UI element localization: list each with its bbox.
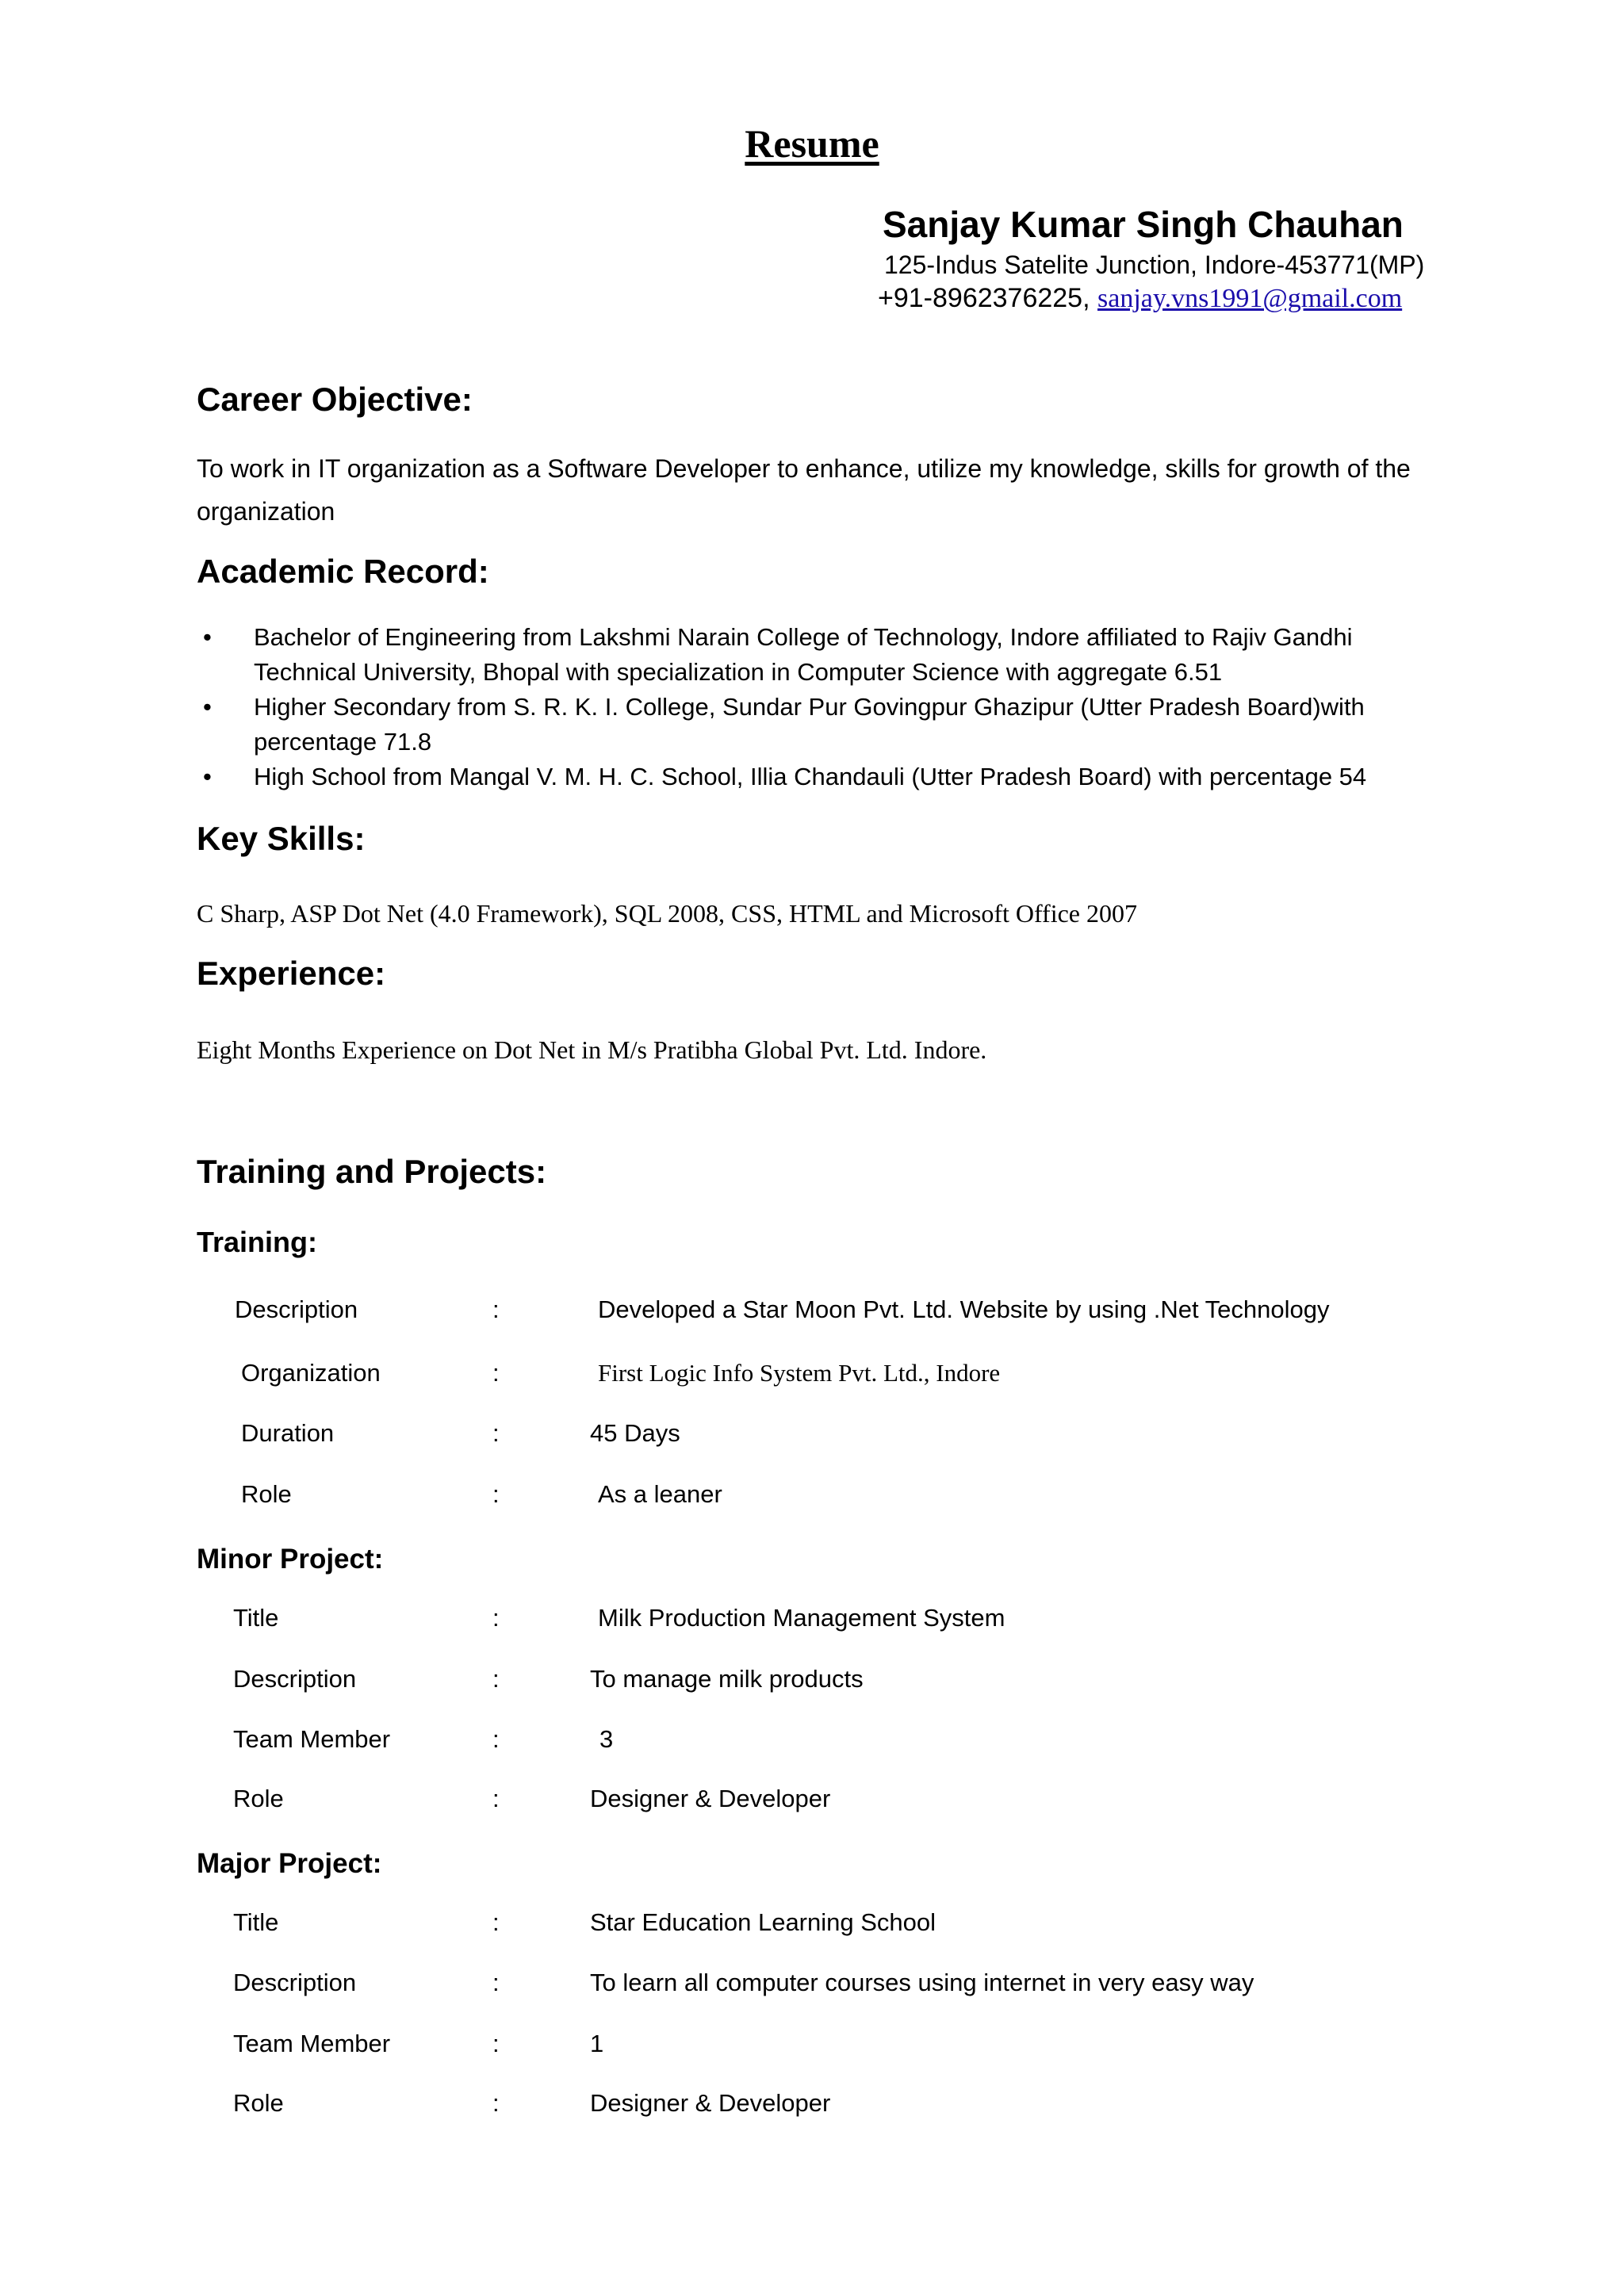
minor-project-heading: Minor Project:	[197, 1544, 384, 1575]
field-label: Role	[233, 2089, 284, 2117]
academic-item	[197, 690, 1434, 760]
field-value: To learn all computer courses using internet in very easy way	[590, 1969, 1254, 1996]
candidate-address: 125-Indus Satelite Junction, Indore-453771(MP)	[884, 251, 1425, 279]
academic-item-text: Bachelor of Engineering from Lakshmi Narain College of Technology, Indore affiliated to Rajiv Gandhi Technical University, Bhopal with specialization in Computer Science with aggregate 6.51	[254, 623, 1353, 686]
key-skills-text: C Sharp, ASP Dot Net (4.0 Framework), SQL 2008, CSS, HTML and Microsoft Office 2007	[197, 899, 1137, 928]
field-label: Description	[233, 1665, 357, 1693]
field-label: Description	[235, 1295, 358, 1323]
phone-number: +91-8962376225,	[878, 283, 1090, 313]
bullet-icon: •	[203, 693, 212, 721]
email-link[interactable]: sanjay.vns1991@gmail.com	[1097, 284, 1403, 313]
field-value: Designer & Developer	[590, 2089, 831, 2117]
field-separator: :	[492, 2089, 500, 2117]
field-value: As a leaner	[598, 1480, 722, 1508]
training-projects-heading: Training and Projects:	[197, 1153, 547, 1190]
field-label: Role	[233, 1785, 284, 1812]
candidate-name: Sanjay Kumar Singh Chauhan	[883, 204, 1404, 245]
field-label: Title	[233, 1908, 279, 1936]
major-project-heading: Major Project:	[197, 1848, 382, 1879]
field-label: Description	[233, 1969, 357, 1996]
field-label: Team Member	[233, 2030, 391, 2057]
field-separator: :	[492, 1785, 500, 1812]
key-skills-heading: Key Skills:	[197, 820, 366, 857]
academic-record-list	[197, 620, 1434, 794]
field-separator: :	[492, 1359, 500, 1387]
contact-line	[878, 283, 1402, 314]
bullet-icon: •	[203, 623, 212, 651]
field-separator: :	[492, 2030, 500, 2057]
field-label: Title	[233, 1604, 279, 1632]
field-value: Developed a Star Moon Pvt. Ltd. Website by using .Net Technology	[598, 1295, 1330, 1323]
field-value: To manage milk products	[590, 1665, 864, 1693]
field-separator: :	[492, 1480, 500, 1508]
academic-item	[197, 760, 1434, 794]
experience-text: Eight Months Experience on Dot Net in M/s Pratibha Global Pvt. Ltd. Indore.	[197, 1035, 987, 1064]
field-label: Role	[241, 1480, 292, 1508]
field-separator: :	[492, 1419, 500, 1447]
academic-item	[197, 620, 1434, 690]
academic-item-text: High School from Mangal V. M. H. C. School, Illia Chandauli (Utter Pradesh Board) with percentage 54	[254, 763, 1367, 790]
career-objective-heading: Career Objective:	[197, 381, 473, 418]
academic-record-heading: Academic Record:	[197, 553, 489, 590]
field-separator: :	[492, 1725, 500, 1753]
academic-item-text: Higher Secondary from S. R. K. I. College, Sundar Pur Govingpur Ghazipur (Utter Pradesh Board)with percentage 71.8	[254, 693, 1365, 756]
bullet-icon: •	[203, 763, 212, 790]
field-separator: :	[492, 1908, 500, 1936]
field-value: Star Education Learning School	[590, 1908, 936, 1936]
document-title: Resume	[745, 121, 879, 166]
field-value: First Logic Info System Pvt. Ltd., Indore	[598, 1359, 1001, 1387]
field-separator: :	[492, 1295, 500, 1323]
field-separator: :	[492, 1604, 500, 1632]
field-separator: :	[492, 1665, 500, 1693]
field-value: 3	[599, 1725, 614, 1753]
field-label: Organization	[241, 1359, 381, 1387]
field-label: Duration	[241, 1419, 335, 1447]
field-value: 45 Days	[590, 1419, 680, 1447]
career-objective-text: To work in IT organization as a Software Developer to enhance, utilize my knowledge, skills for growth of the organization	[197, 454, 1411, 526]
experience-heading: Experience:	[197, 955, 386, 992]
field-label: Team Member	[233, 1725, 391, 1753]
field-value: Designer & Developer	[590, 1785, 831, 1812]
field-value: Milk Production Management System	[598, 1604, 1005, 1632]
training-heading: Training:	[197, 1226, 317, 1258]
field-value: 1	[590, 2030, 604, 2057]
field-separator: :	[492, 1969, 500, 1996]
